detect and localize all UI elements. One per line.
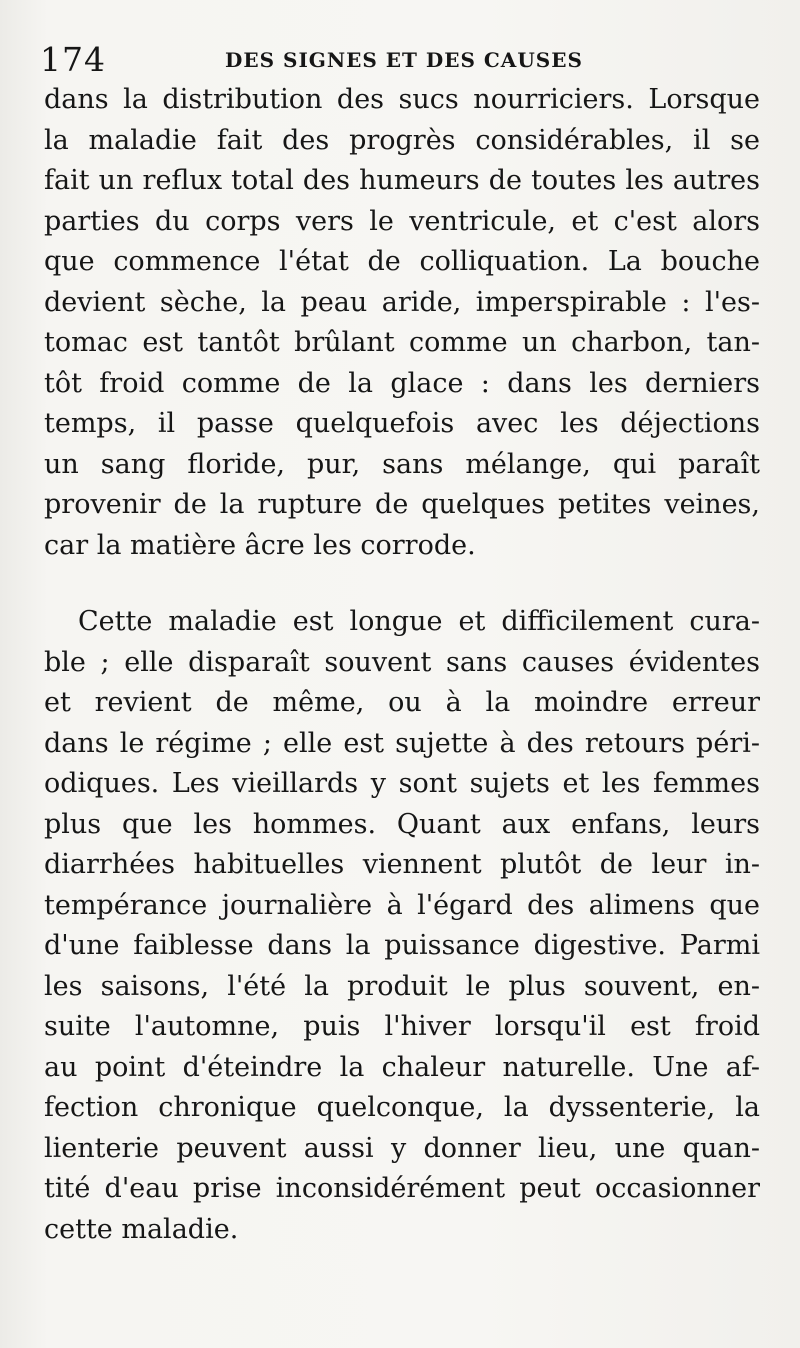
text-line: devient sèche, la peau aride, imperspirable : l'es-: [44, 286, 760, 318]
running-title: DES SIGNES ET DES CAUSES: [225, 48, 583, 72]
page-header: [40, 40, 760, 80]
text-line: au point d'éteindre la chaleur naturelle. Une af-: [44, 1051, 760, 1083]
text-line: temps, il passe quelquefois avec les déjections: [44, 408, 760, 439]
text-line: la maladie fait des progrès considérables, il se: [44, 124, 760, 156]
body-text: [44, 80, 760, 1250]
text-line: Cette maladie est longue et difficilement cura-: [78, 606, 760, 637]
paragraph-gap: [44, 566, 760, 602]
text-line: tôt froid comme de la glace : dans les derniers: [44, 367, 760, 399]
text-line: lienterie peuvent aussi y donner lieu, une quan-: [44, 1132, 760, 1164]
paragraph-1: [44, 80, 760, 566]
text-line: car la matière âcre les corrode.: [44, 529, 476, 561]
text-line: dans la distribution des sucs nourriciers. Lorsque: [44, 84, 760, 115]
text-line: que commence l'état de colliquation. La bouche: [44, 246, 760, 277]
paragraph-2: [44, 602, 760, 1250]
text-line: plus que les hommes. Quant aux enfans, leurs: [44, 808, 760, 840]
text-line: un sang floride, pur, sans mélange, qui paraît: [44, 448, 760, 480]
text-line: provenir de la rupture de quelques petites veines,: [44, 489, 760, 520]
text-line: fection chronique quelconque, la dyssenterie, la: [44, 1092, 760, 1123]
page-number: 174: [40, 40, 106, 79]
text-line: d'une faiblesse dans la puissance digestive. Parmi: [44, 930, 760, 961]
text-line: dans le régime ; elle est sujette à des retours péri-: [44, 727, 760, 759]
text-line: tité d'eau prise inconsidérément peut occasionner: [44, 1173, 760, 1204]
text-line: diarrhées habituelles viennent plutôt de leur in-: [44, 849, 760, 880]
text-line: fait un reflux total des humeurs de toutes les autres: [44, 165, 760, 196]
text-line: parties du corps vers le ventricule, et c'est alors: [44, 205, 760, 237]
text-line: suite l'automne, puis l'hiver lorsqu'il est froid: [44, 1011, 760, 1042]
text-line: tempérance journalière à l'égard des alimens que: [44, 889, 760, 921]
text-line: tomac est tantôt brûlant comme un charbon, tan-: [44, 327, 760, 358]
text-line: odiques. Les vieillards y sont sujets et les femmes: [44, 768, 760, 799]
text-line: cette maladie.: [44, 1213, 239, 1245]
text-line: ble ; elle disparaît souvent sans causes évidentes: [44, 646, 760, 678]
text-line: les saisons, l'été la produit le plus souvent, en-: [44, 970, 760, 1002]
text-line: et revient de même, ou à la moindre erreur: [44, 687, 760, 718]
